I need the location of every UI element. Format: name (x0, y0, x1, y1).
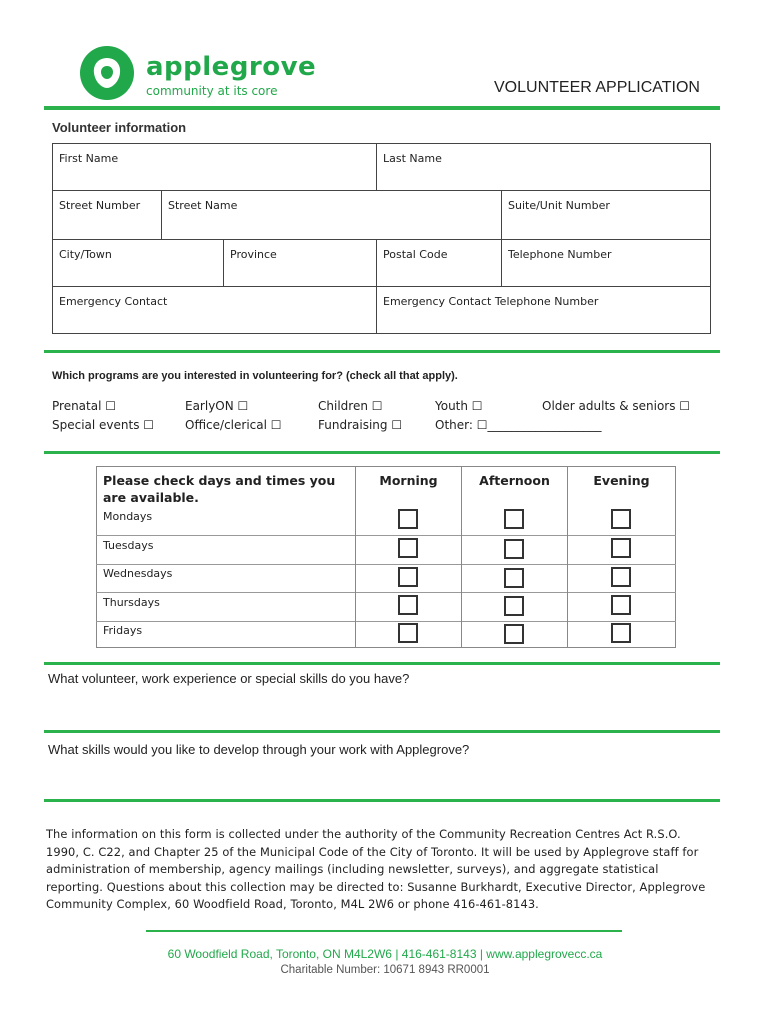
friday-afternoon-checkbox[interactable] (504, 624, 524, 644)
day-monday: Mondays (103, 510, 153, 523)
thursday-morning-checkbox[interactable] (398, 595, 418, 615)
privacy-notice: The information on this form is collected under the authority of the Community Recreation Centres Act R.S.O. 1990, C. C22, and Chapter 25 of the Municipal Code of the City of Toronto. It will be used by Applegrove staff for administration of membership, agency mailings (including newsletter, surveys), and aggregate statistical reporting. Questions about this collection may be directed to: Susanne Burkhardt, Executive Director, Applegrove Community Complex, 60 Woodfield Road, Toronto, M4L 2W6 or phone 416-461-8143. (46, 827, 706, 911)
footer-divider (146, 930, 622, 932)
column-header-morning (355, 466, 462, 508)
col-divider (461, 466, 462, 648)
tuesday-evening-checkbox[interactable] (611, 538, 631, 558)
brand-tagline: community at its core (146, 84, 278, 98)
emergency-phone-field[interactable] (376, 286, 711, 334)
day-wednesday: Wednesdays (103, 567, 173, 580)
field-label: Telephone Number (508, 248, 612, 261)
page-title: VOLUNTEER APPLICATION (494, 79, 700, 96)
divider (44, 730, 720, 733)
col-divider (355, 466, 356, 648)
day-thursday: Thursdays (103, 596, 160, 609)
field-label: Emergency Contact (59, 295, 168, 308)
field-label: City/Town (59, 248, 112, 261)
monday-afternoon-checkbox[interactable] (504, 509, 524, 529)
field-label: Street Name (168, 199, 238, 212)
wednesday-afternoon-checkbox[interactable] (504, 568, 524, 588)
programs-question: Which programs are you interested in volunteering for? (check all that apply). (52, 370, 458, 382)
column-label: Afternoon (479, 473, 550, 488)
col-divider (567, 466, 568, 648)
last-name-field[interactable] (376, 143, 711, 191)
availability-prompt-cell (96, 466, 356, 508)
thursday-afternoon-checkbox[interactable] (504, 596, 524, 616)
street-number-field[interactable] (52, 190, 162, 240)
divider (44, 350, 720, 353)
program-office-clerical[interactable]: Office/clerical ☐ (185, 418, 282, 432)
footer-charity-number: Charitable Number: 10671 8943 RR0001 (280, 964, 490, 976)
monday-morning-checkbox[interactable] (398, 509, 418, 529)
thursday-evening-checkbox[interactable] (611, 595, 631, 615)
brand-name: applegrove (146, 52, 317, 82)
field-label: Emergency Contact Telephone Number (383, 295, 599, 308)
first-name-field[interactable] (52, 143, 377, 191)
field-label: Postal Code (383, 248, 448, 261)
field-label: Last Name (383, 152, 442, 165)
column-label: Morning (379, 473, 438, 488)
section-heading: Volunteer information (52, 120, 187, 135)
day-friday: Fridays (103, 624, 143, 637)
experience-question: What volunteer, work experience or special skills do you have? (48, 671, 410, 686)
field-label: Province (230, 248, 277, 261)
develop-answer-area[interactable] (44, 762, 720, 798)
divider (44, 106, 720, 110)
experience-answer-area[interactable] (44, 690, 720, 728)
row-divider (96, 564, 676, 565)
program-earlyon[interactable]: EarlyON ☐ (185, 399, 249, 413)
availability-prompt: Please check days and times you are available. (103, 473, 336, 505)
friday-evening-checkbox[interactable] (611, 623, 631, 643)
program-prenatal[interactable]: Prenatal ☐ (52, 399, 117, 413)
field-label: Suite/Unit Number (508, 199, 610, 212)
tuesday-morning-checkbox[interactable] (398, 538, 418, 558)
availability-grid (96, 507, 676, 648)
wednesday-morning-checkbox[interactable] (398, 567, 418, 587)
telephone-field[interactable] (501, 239, 711, 287)
program-special-events[interactable]: Special events ☐ (52, 418, 155, 432)
street-name-field[interactable] (161, 190, 502, 240)
program-children[interactable]: Children ☐ (318, 399, 383, 413)
row-divider (96, 535, 676, 536)
footer-contact: 60 Woodfield Road, Toronto, ON M4L2W6 | 416-461-8143 | www.applegrovecc.ca (167, 947, 603, 961)
divider (44, 662, 720, 665)
divider (44, 799, 720, 802)
column-header-evening (567, 466, 676, 508)
field-label: Street Number (59, 199, 141, 212)
applegrove-logo-icon (80, 46, 134, 100)
friday-morning-checkbox[interactable] (398, 623, 418, 643)
program-other[interactable]: Other: ☐___________________ (435, 418, 602, 432)
tuesday-afternoon-checkbox[interactable] (504, 539, 524, 559)
program-youth[interactable]: Youth ☐ (435, 399, 483, 413)
monday-evening-checkbox[interactable] (611, 509, 631, 529)
program-fundraising[interactable]: Fundraising ☐ (318, 418, 403, 432)
field-label: First Name (59, 152, 119, 165)
emergency-contact-field[interactable] (52, 286, 377, 334)
postal-code-field[interactable] (376, 239, 502, 287)
suite-field[interactable] (501, 190, 711, 240)
row-divider (96, 592, 676, 593)
province-field[interactable] (223, 239, 377, 287)
row-divider (96, 621, 676, 622)
city-field[interactable] (52, 239, 224, 287)
day-tuesday: Tuesdays (103, 539, 154, 552)
divider (44, 451, 720, 454)
develop-question: What skills would you like to develop through your work with Applegrove? (48, 742, 470, 757)
column-label: Evening (593, 473, 650, 488)
program-older-adults[interactable]: Older adults & seniors ☐ (542, 399, 691, 413)
wednesday-evening-checkbox[interactable] (611, 567, 631, 587)
column-header-afternoon (461, 466, 568, 508)
